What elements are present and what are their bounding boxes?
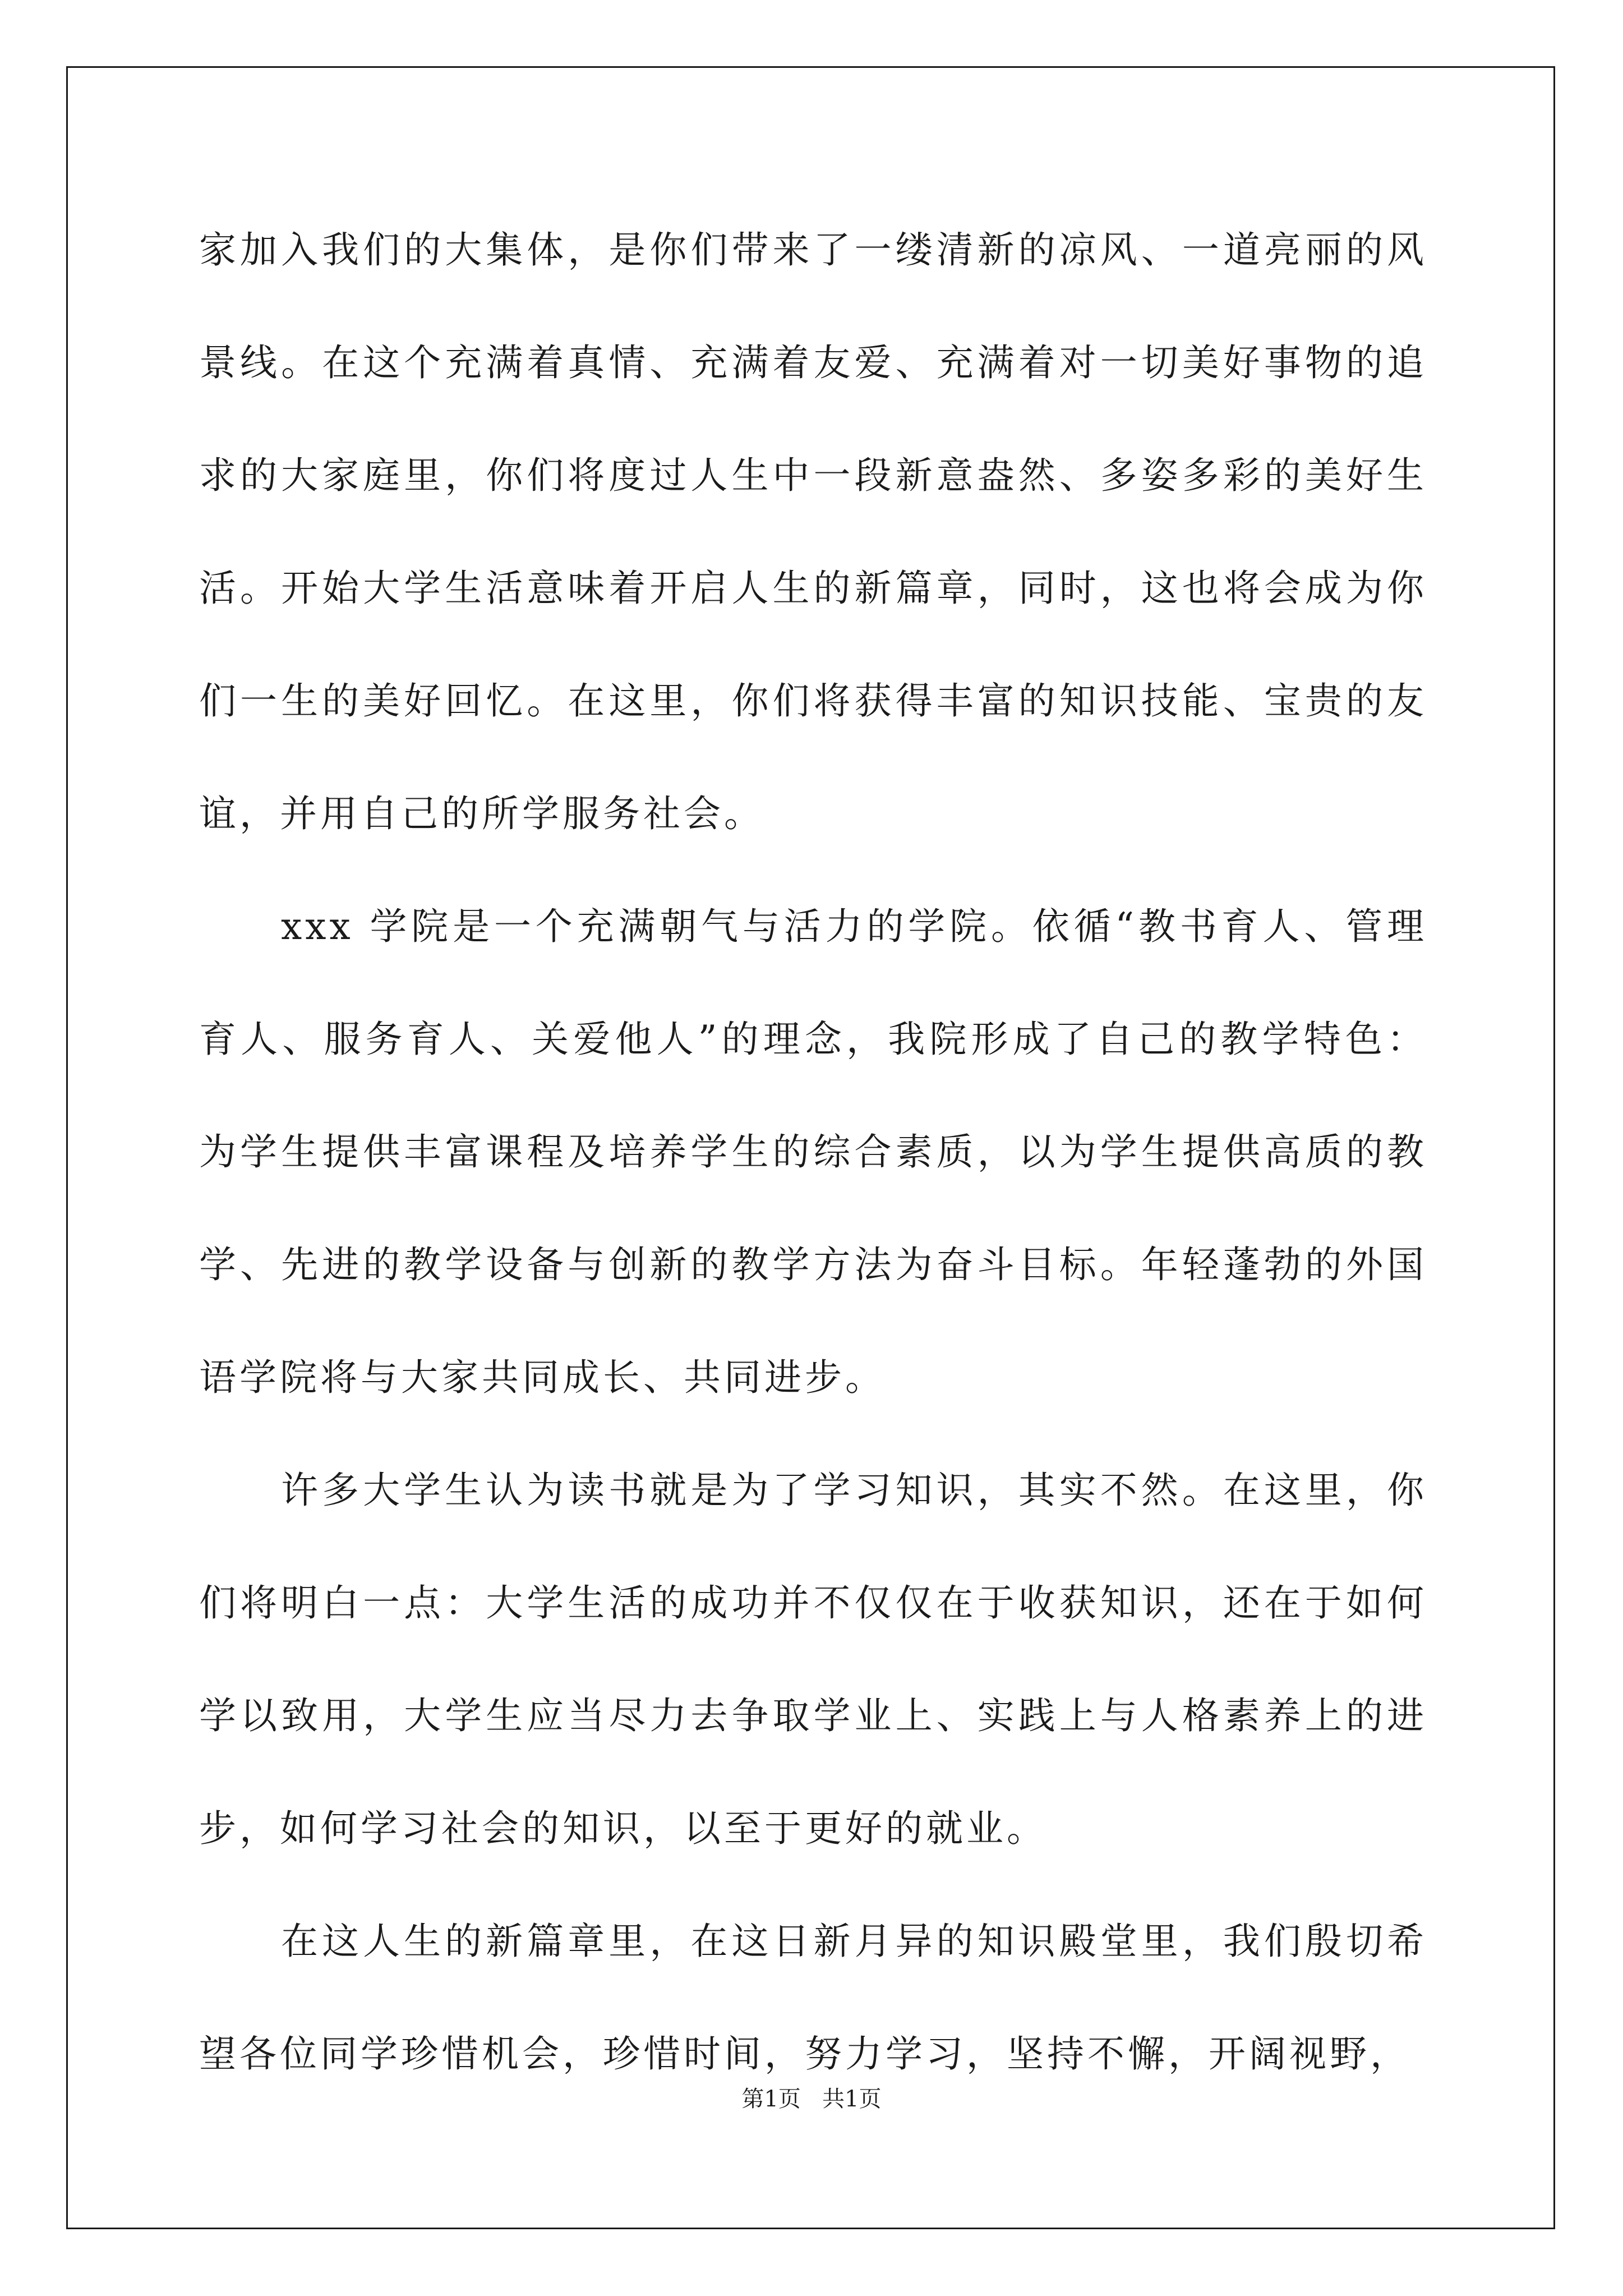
paragraph-3: 许多大学生认为读书就是为了学习知识，其实不然。在这里，你们将明白一点：大学生活的成功并不仅仅在于收获知识，还在于如何学以致用，大学生应当尽力去争取学业上、实践上与人格素养上的进步，如何学习社会的知识，以至于更好的就业。 — [199, 1469, 1427, 1850]
paragraph-2: xxx 学院是一个充满朝气与活力的学院。依循“教书育人、管理育人、服务育人、关爱他人”的理念，我院形成了自己的教学特色：为学生提供丰富课程及培养学生的综合素质，以为学生提供高质的教学、先进的教学设备与创新的教学方法为奋斗目标。年轻蓬勃的外国语学院将与大家共同成长、共同进步。 — [199, 905, 1427, 1399]
document-body — [199, 194, 1427, 2110]
paragraph-4: 在这人生的新篇章里，在这日新月异的知识殿堂里，我们殷切希望各位同学珍惜机会，珍惜时间，努力学习，坚持不懈，开阔视野， — [199, 1920, 1427, 2076]
paragraph-1: 家加入我们的大集体，是你们带来了一缕清新的凉风、一道亮丽的风景线。在这个充满着真情、充满着友爱、充满着对一切美好事物的追求的大家庭里，你们将度过人生中一段新意盎然、多姿多彩的美好生活。开始大学生活意味着开启人生的新篇章，同时，这也将会成为你们一生的美好回忆。在这里，你们将获得丰富的知识技能、宝贵的友谊，并用自己的所学服务社会。 — [199, 228, 1427, 835]
page-number-footer: 第1页 共1页 — [741, 2086, 882, 2112]
